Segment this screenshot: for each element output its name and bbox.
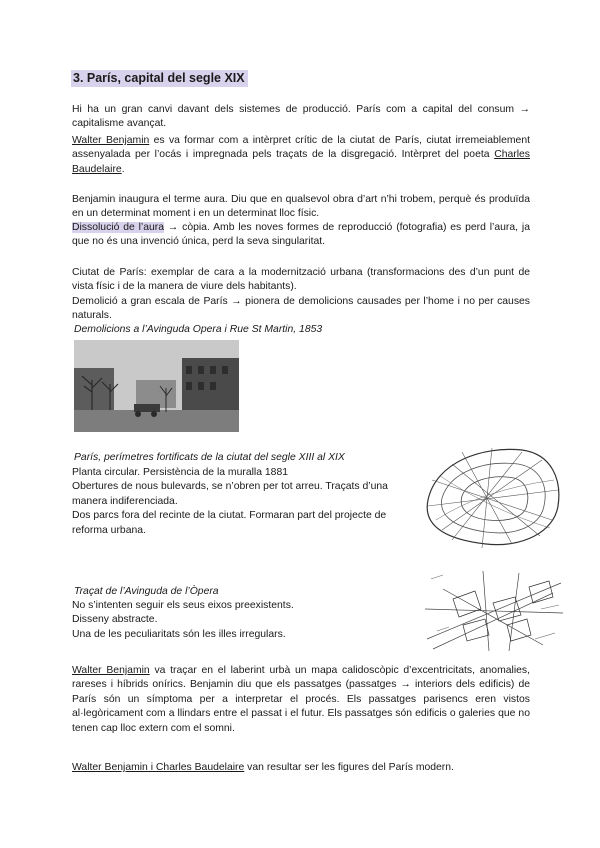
paragraph-text: Hi ha un gran canvi davant dels sistemes de producció. París com a capital del consum → capitalisme avançat. — [72, 104, 530, 130]
paragraph-paris — [72, 266, 530, 324]
walter-benjamin-link[interactable]: Walter Benjamin — [72, 135, 150, 146]
note-line: Planta circular. Persistència de la muralla 1881 — [72, 467, 289, 478]
note-line: Obertures de nous bulevards, se n’obren per tot arreu. Traçats d’una manera indiferenciada. — [72, 481, 388, 507]
note-line: Una de les peculiaritats són les illes irregulars. — [72, 628, 286, 640]
paragraph-text — [72, 134, 530, 177]
paragraph-body: va traçar en el laberint urbà un mapa calidoscòpic d’excentricitats, anomalies, rareses i híbrids onírics. Benjamin diu que els passatges (passatges → interiors dels edificis) de París són un símptoma per a interpretar el procés. Els passatges parisencs eren vistos al·legòricament com a llindars entre el passat i el futur. Els passatges són edificis o galeries que no tenen cap lloc extern com el somni. — [72, 665, 530, 734]
map-caption-fortifications: París, perímetres fortificats de la ciutat del segle XIII al XIX — [74, 452, 345, 463]
fortifications-map-drawing — [422, 440, 564, 552]
highlighted-term: Dissolució de l’aura — [72, 222, 165, 233]
paragraph-text: Benjamin inaugura el terme aura. Diu que en qualsevol obra d’art n’hi trobem, perquè és produïda en un determinat moment i en un determinat lloc físic. — [72, 194, 530, 220]
fortifications-notes — [72, 466, 417, 538]
note-line: Dos parcs fora del recinte de la ciutat. Formaran part del projecte de reforma urbana. — [72, 510, 387, 536]
paragraph-aura — [72, 193, 530, 222]
paris-fortifications-map — [422, 440, 564, 552]
note-line: No s’intenten seguir els seus eixos preexistents. — [72, 600, 294, 611]
map-caption-opera: Traçat de l’Avinguda de l’Òpera — [74, 586, 219, 597]
paragraph-benjamin — [72, 134, 530, 177]
paragraph-end: . — [121, 163, 125, 175]
opera-avenue-plan — [423, 569, 564, 653]
paragraph-text — [72, 664, 530, 736]
demolition-photo — [74, 340, 239, 432]
paragraph-dissolution — [72, 221, 530, 250]
paragraph-conclusion — [72, 761, 530, 775]
charles-baudelaire-link[interactable]: Charles Baudelaire — [72, 149, 530, 175]
paragraph-passages — [72, 664, 530, 736]
paragraph-body: van resultar ser les figures del París modern. — [244, 762, 454, 773]
section-title: 3. París, capital del segle XIX — [71, 70, 248, 87]
demolition-photo-drawing — [74, 340, 239, 432]
opera-plan-drawing — [423, 569, 564, 653]
paragraph-line: Demolició a gran escala de París → pionera de demolicions causades per l’home i no per causes naturals. — [72, 295, 530, 322]
photo-caption: Demolicions a l’Avinguda Opera i Rue St Martin, 1853 — [74, 324, 323, 335]
walter-benjamin-link[interactable]: Walter Benjamin — [72, 665, 150, 676]
paragraph-line: Ciutat de París: exemplar de cara a la modernització urbana (transformacions des d’un punt de vista físic i de la manera de viure dels habitants). — [72, 267, 530, 293]
paragraph-consumption — [72, 103, 530, 132]
benjamin-baudelaire-link[interactable]: Walter Benjamin i Charles Baudelaire — [72, 762, 245, 773]
note-line: Disseny abstracte. — [72, 614, 158, 626]
paragraph-body: es va formar com a intèrpret crític de la ciutat de París, ciutat irremeiablement assenyalada per l’ocás i impregnada pels traçats de la disgregació. Intèrpret del poeta — [72, 135, 530, 161]
opera-notes — [72, 599, 417, 642]
paragraph-text — [72, 221, 530, 250]
paragraph-body: → còpia. Amb les noves formes de reproducció (fotografia) es perd l’aura, ja que no és una invenció única, perd la seva singularitat. — [72, 222, 530, 248]
paragraph-text — [72, 761, 530, 775]
